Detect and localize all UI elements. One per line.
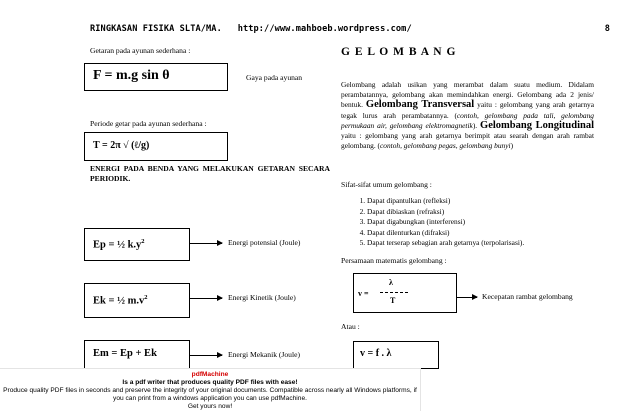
em-note: Energi Mekanik (Joule) [228,350,300,359]
ep-arrow [190,243,222,244]
force-note: Gaya pada ayunan [246,73,303,82]
ek-note: Energi Kinetik (Joule) [228,293,296,302]
ep-exponent: 2 [141,238,145,245]
pdfmachine-tagline: Is a pdf writer that produces quality PDF files with ease! [122,379,298,386]
energy-heading: ENERGI PADA BENDA YANG MELAKUKAN GETARAN SECARA PERIODIK. [90,164,330,183]
velocity-formula-box [353,273,457,313]
ek-formula-box [84,283,190,318]
velocity-note: Kecepatan rambat gelombang [482,292,573,301]
list-item: 5. Dapat terserap sebagian arah getarnya (terpolarisasi). [367,238,594,249]
wave-paragraph [341,80,594,151]
equation-label: Persamaan matematis gelombang : [341,256,447,265]
header-title: RINGKASAN FISIKA SLTA/MA. [90,24,222,34]
velocity-denominator: T [390,296,396,305]
ek-formula [93,294,147,307]
transversal-example: contoh, gelombang pada tali, gelombang permukaan air, gelombang elektromagnetik [341,110,594,130]
velocity-arrow [457,297,477,298]
longitudinal-title: Gelombang Longitudinal [480,119,595,131]
properties-list [341,196,594,249]
period-label: Periode getar pada ayunan sederhana : [90,119,207,128]
force-formula-box [84,63,228,91]
velocity-lhs: v = [358,289,369,298]
transversal-title: Gelombang Transversal [365,99,475,111]
transversal-close: ). [472,120,478,130]
pdfmachine-description: Produce quality PDF files in seconds and preserve the integrity of your original documents. Compatible across nearly all Windows platforms, if you can print from a windows application you can use pdfMachine. [3,387,417,402]
em-formula: Em = Ep + Ek [93,348,157,359]
ep-formula [93,238,145,251]
wave-definition: Gelombang adalah usikan yang merambat dalam suatu medium. Didalam perambatannya, gelombang akan memindahkan energi. Gelombang ada 2 jenis/ bentuk. [341,80,594,110]
pendulum-label: Getaran pada ayunan sederhana : [90,46,191,55]
period-formula-box [84,132,228,161]
em-arrow [190,355,222,356]
page-number: 8 [604,24,610,34]
ek-arrow [190,298,222,299]
pdfmachine-brand[interactable]: pdfMachine [191,371,229,378]
pdfmachine-cta[interactable]: Get yours now! [187,403,233,410]
longitudinal-example: contoh, gelombang pegas, gelombang bunyi [380,141,511,151]
section-title: G E L O M B A N G [341,46,457,58]
list-item: 1. Dapat dipantulkan (refleksi) [367,196,594,207]
ep-note: Energi potensial (Joule) [228,238,301,247]
period-formula: T = 2π √ (ℓ/g) [93,140,150,151]
list-item: 4. Dapat dilenturkan (difraksi) [367,228,594,239]
properties-list-wrap [341,196,594,249]
ep-formula-box [84,228,190,261]
longitudinal-close: ) [510,141,514,151]
list-item: 2. Dapat dibiaskan (refraksi) [367,207,594,218]
velocity-alt-formula: v = f . λ [360,348,392,359]
em-formula-box [84,340,190,370]
ek-exponent: 2 [144,294,148,301]
velocity-numerator: λ [389,278,393,287]
force-formula: F = m.g sin θ [93,68,170,83]
header-url[interactable]: http://www.mahboeb.wordpress.com/ [237,24,412,34]
velocity-alt-box [353,341,439,369]
longitudinal-text: yaitu : gelombang yang arah getarnya berimpit atau searah dengan arah rambat gelombang. ( [341,131,594,151]
fraction-bar [380,292,408,293]
page-header [90,24,610,34]
pdfmachine-banner[interactable] [0,368,421,411]
properties-label: Sifat-sifat umum gelombang : [341,180,432,189]
ep-formula-text: Ep = ½ k.y [93,239,142,251]
atau-label: Atau : [341,322,360,331]
list-item: 3. Dapat digabungkan (interferensi) [367,217,594,228]
transversal-text: yaitu : gelombang yang arah getarnya tegak lurus arah perambatannya. ( [341,100,594,120]
ek-formula-text: Ek = ½ m.v [93,295,145,307]
